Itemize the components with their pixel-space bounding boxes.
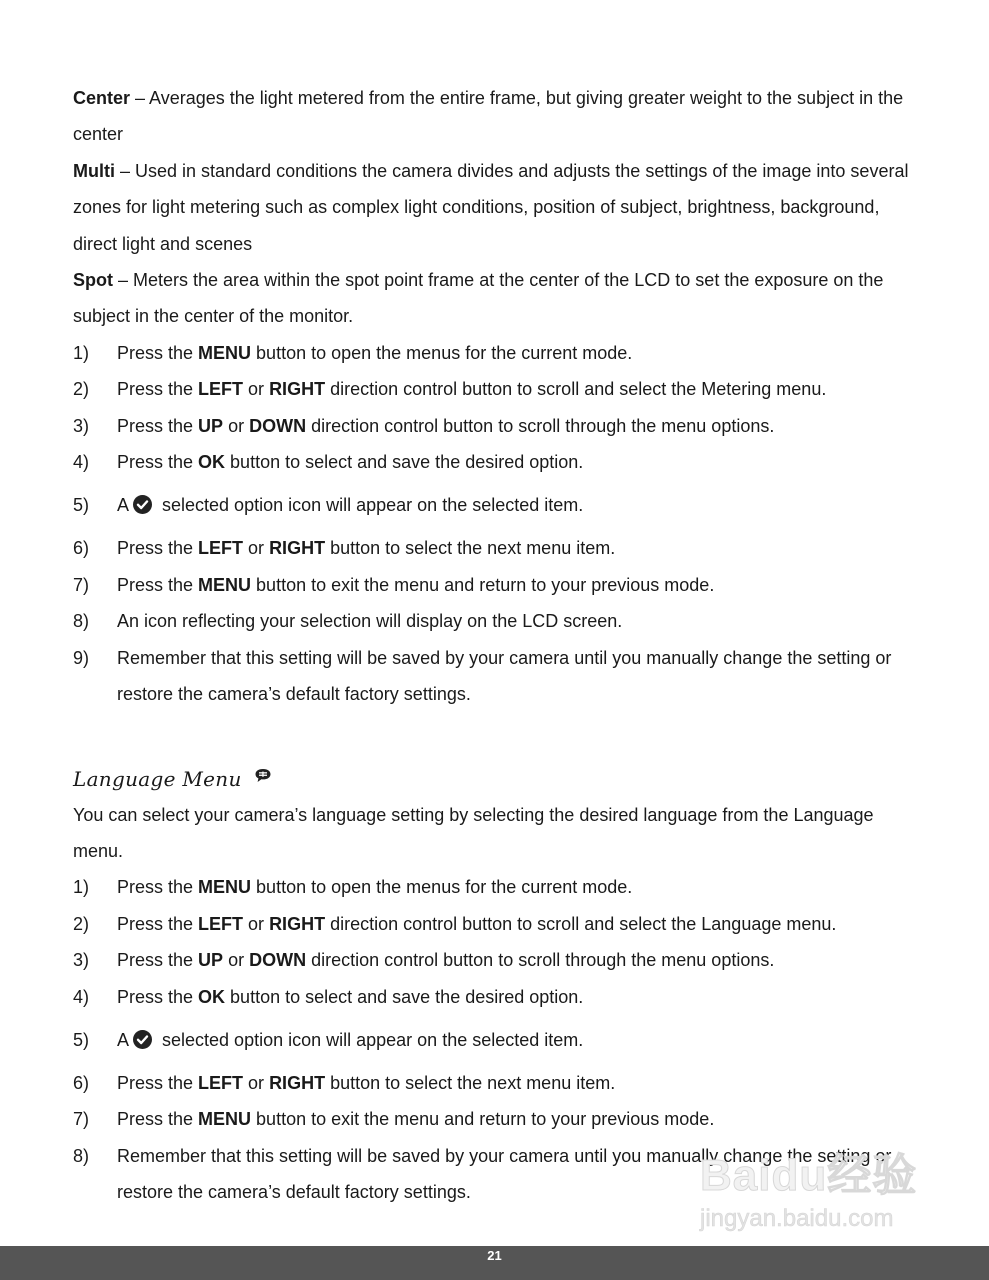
multi-text: – Used in standard conditions the camera divides and adjusts the settings of the image into several zones for light metering such as complex light conditions, position of subject, brightness, background, direct light and scenes: [73, 160, 909, 254]
center-term: Center: [73, 88, 131, 108]
list-item: 1) Press the MENU button to open the menus for the current mode.: [73, 342, 633, 363]
list-item: 3) Press the UP or DOWN direction control button to scroll through the menu options.: [73, 950, 775, 971]
list-item: 1) Press the MENU button to open the menus for the current mode.: [73, 877, 633, 898]
metering-steps: [73, 335, 923, 713]
watermark-logo: Baidu经验: [700, 1151, 918, 1200]
page-number: 21: [487, 1248, 502, 1263]
page-footer: [0, 1246, 989, 1280]
multi-term: Multi: [73, 160, 115, 181]
checkmark-icon: [133, 1030, 152, 1049]
language-menu-heading: [73, 757, 923, 797]
baidu-watermark: [700, 1148, 940, 1248]
list-item: 8) Remember that this setting will be saved by your camera until you manually change the setting or restore the camera’s default factory settings.: [73, 1145, 892, 1203]
list-item: 6) Press the LEFT or RIGHT button to select the next menu item.: [73, 538, 616, 559]
spot-description: [73, 262, 923, 335]
list-item: 5) A selected option icon will appear on the selected item.: [73, 1029, 584, 1050]
spot-term: Spot: [73, 270, 113, 291]
section-title: Language Menu: [73, 766, 242, 791]
list-item: 8) An icon reflecting your selection will display on the LCD screen.: [73, 611, 623, 632]
center-text: – Averages the light metered from the entire frame, but giving greater weight to the subject in the center: [73, 88, 904, 145]
language-intro: You can select your camera’s language setting by selecting the desired language from the Language menu.: [73, 804, 874, 861]
page-content: [73, 80, 923, 1211]
list-item: 4) Press the OK button to select and save the desired option.: [73, 452, 584, 473]
list-item: 2) Press the LEFT or RIGHT direction control button to scroll and select the Language menu.: [73, 913, 837, 934]
multi-description: [73, 153, 923, 262]
list-item: 6) Press the LEFT or RIGHT button to select the next menu item.: [73, 1072, 616, 1093]
list-item: 9) Remember that this setting will be saved by your camera until you manually change the setting or restore the camera’s default factory settings.: [73, 647, 892, 705]
list-item: 2) Press the LEFT or RIGHT direction control button to scroll and select the Metering menu.: [73, 379, 827, 400]
center-description: [73, 80, 923, 153]
list-item: 5) A selected option icon will appear on the selected item.: [73, 495, 584, 516]
list-item: 7) Press the MENU button to exit the menu and return to your previous mode.: [73, 574, 715, 595]
spot-text: – Meters the area within the spot point frame at the center of the LCD to set the exposure on the subject in the center of the monitor.: [73, 270, 884, 327]
list-item: 7) Press the MENU button to exit the menu and return to your previous mode.: [73, 1109, 715, 1130]
speech-bubble-icon: [254, 757, 272, 797]
checkmark-icon: [133, 495, 152, 514]
watermark-url: jingyan.baidu.com: [700, 1205, 894, 1232]
list-item: 4) Press the OK button to select and save the desired option.: [73, 986, 584, 1007]
list-item: 3) Press the UP or DOWN direction control button to scroll through the menu options.: [73, 415, 775, 436]
